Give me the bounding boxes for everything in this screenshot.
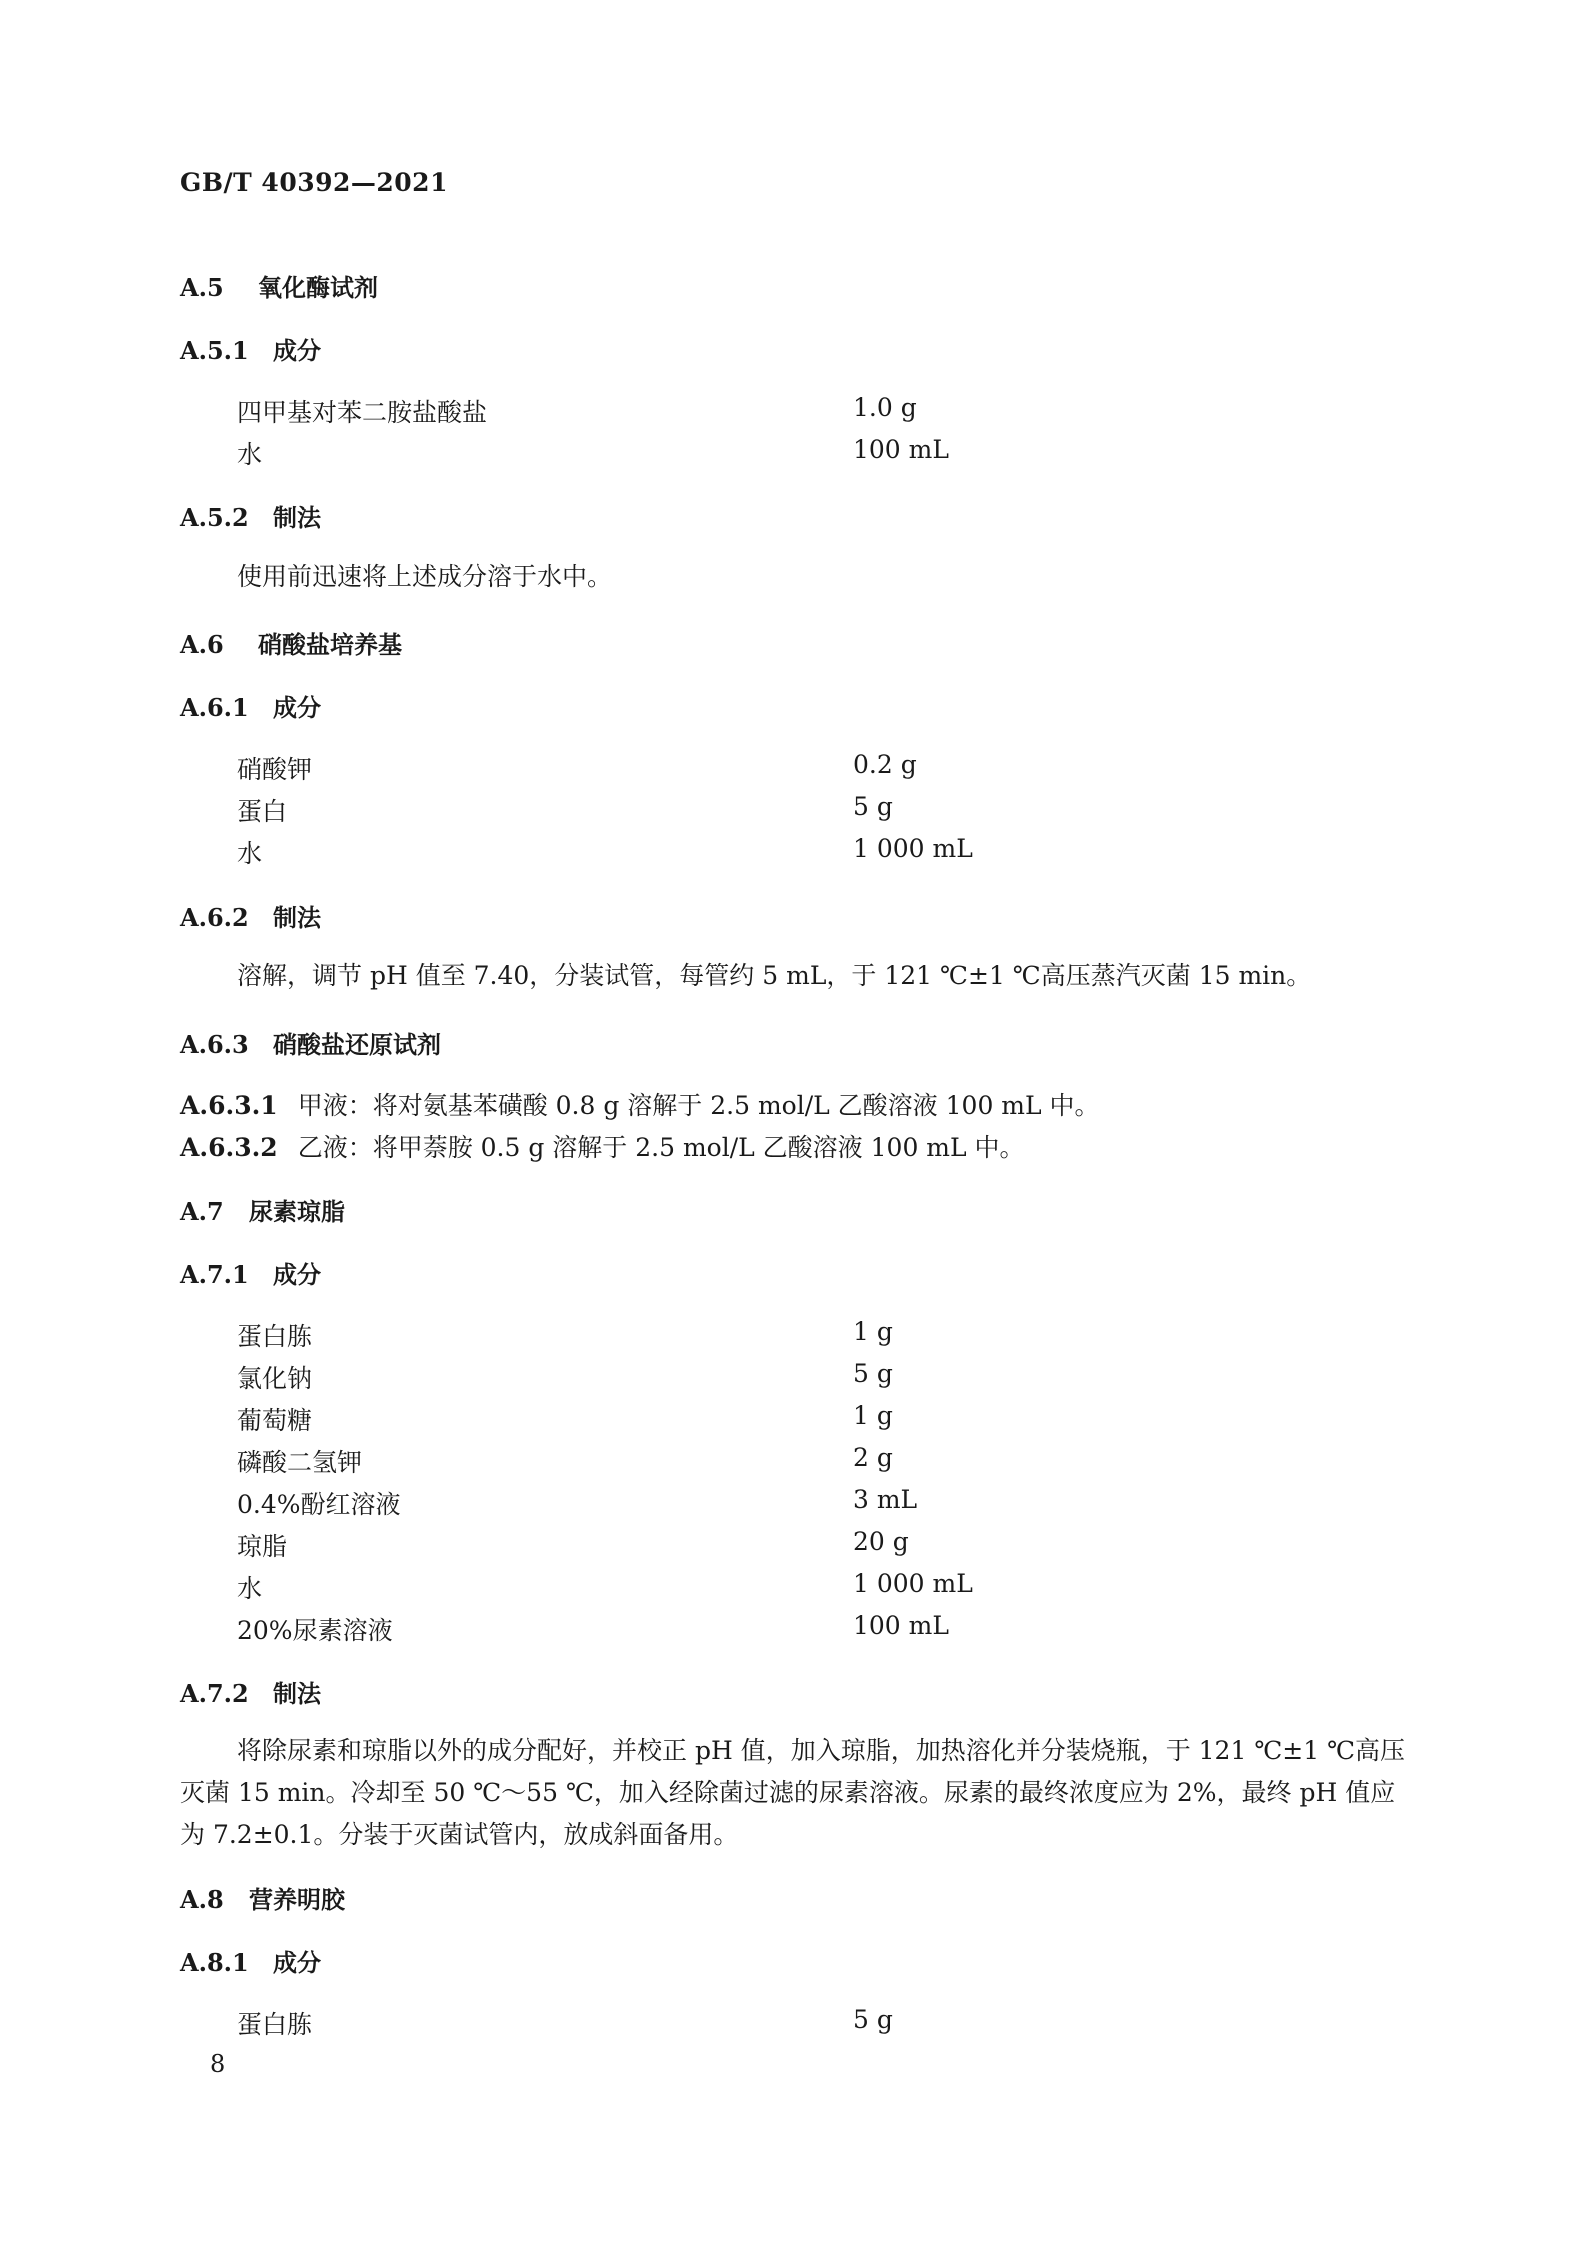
ingredient-name: 20%尿素溶液 bbox=[237, 1616, 393, 1645]
ingredient-name: 四甲基对苯二胺盐酸盐 bbox=[237, 398, 488, 427]
ingredient-name: 水 bbox=[237, 1574, 263, 1603]
section-heading-a6: A.6 硝酸盐培养基 bbox=[180, 630, 402, 659]
ingredient-amount: 5 g bbox=[853, 1359, 893, 1388]
preparation-text: 将除尿素和琼脂以外的成分配好，并校正 pH 值，加入琼脂，加热溶化并分装烧瓶，于 121 ℃±1 ℃高压灭菌 15 min。冷却至 50 ℃～55 ℃，加入经除菌过滤的尿素溶液。尿素的最终浓度应为 2%，最终 pH 值应为 7.2±0.1。分装于灭菌试管内，放成斜面备用。 bbox=[180, 1736, 1406, 1849]
ingredient-name: 硝酸钾 bbox=[237, 755, 313, 784]
ingredient-amount: 100 mL bbox=[853, 1611, 949, 1640]
sub-clause-a6-3-2: A.6.3.2 乙液：将甲萘胺 0.5 g 溶解于 2.5 mol/L 乙酸溶液 100 mL 中。 bbox=[180, 1133, 1025, 1162]
ingredient-name: 0.4%酚红溶液 bbox=[237, 1490, 401, 1519]
section-heading-a8-1: A.8.1 成分 bbox=[180, 1948, 321, 1977]
ingredient-name: 蛋白胨 bbox=[237, 1322, 313, 1351]
ingredient-amount: 0.2 g bbox=[853, 750, 917, 779]
section-heading-a7: A.7 尿素琼脂 bbox=[180, 1197, 345, 1226]
page-number: 8 bbox=[210, 2050, 226, 2078]
section-heading-a8: A.8 营养明胶 bbox=[180, 1885, 345, 1914]
ingredient-amount: 3 mL bbox=[853, 1485, 918, 1514]
section-heading-a7-1: A.7.1 成分 bbox=[180, 1260, 321, 1289]
preparation-text: 溶解，调节 pH 值至 7.40，分装试管，每管约 5 mL，于 121 ℃±1 ℃高压蒸汽灭菌 15 min。 bbox=[237, 961, 1312, 990]
ingredient-amount: 5 g bbox=[853, 2005, 893, 2034]
ingredient-amount: 1.0 g bbox=[853, 393, 917, 422]
ingredient-amount: 1 000 mL bbox=[853, 834, 973, 863]
section-heading-a5: A.5 氧化酶试剂 bbox=[180, 273, 378, 302]
ingredient-amount: 100 mL bbox=[853, 435, 949, 464]
ingredient-amount: 1 g bbox=[853, 1401, 893, 1430]
section-heading-a6-2: A.6.2 制法 bbox=[180, 903, 321, 932]
section-heading-a7-2: A.7.2 制法 bbox=[180, 1679, 321, 1708]
sub-clause-a6-3-1: A.6.3.1 甲液：将对氨基苯磺酸 0.8 g 溶解于 2.5 mol/L 乙酸溶液 100 mL 中。 bbox=[180, 1091, 1100, 1120]
ingredient-amount: 2 g bbox=[853, 1443, 893, 1472]
ingredient-amount: 20 g bbox=[853, 1527, 909, 1556]
ingredient-name: 蛋白 bbox=[237, 797, 288, 826]
ingredient-name: 磷酸二氢钾 bbox=[237, 1448, 363, 1477]
section-heading-a6-3: A.6.3 硝酸盐还原试剂 bbox=[180, 1030, 441, 1059]
ingredient-name: 氯化钠 bbox=[237, 1364, 313, 1393]
ingredient-name: 琼脂 bbox=[237, 1532, 288, 1561]
ingredient-name: 葡萄糖 bbox=[237, 1406, 313, 1435]
document-code: GB/T 40392—2021 bbox=[180, 168, 448, 197]
section-heading-a6-1: A.6.1 成分 bbox=[180, 693, 321, 722]
ingredient-name: 蛋白胨 bbox=[237, 2010, 313, 2039]
ingredient-name: 水 bbox=[237, 440, 263, 469]
section-heading-a5-2: A.5.2 制法 bbox=[180, 503, 321, 532]
section-heading-a5-1: A.5.1 成分 bbox=[180, 336, 321, 365]
ingredient-amount: 1 g bbox=[853, 1317, 893, 1346]
ingredient-name: 水 bbox=[237, 839, 263, 868]
ingredient-amount: 1 000 mL bbox=[853, 1569, 973, 1598]
preparation-text: 使用前迅速将上述成分溶于水中。 bbox=[237, 562, 613, 591]
ingredient-amount: 5 g bbox=[853, 792, 893, 821]
